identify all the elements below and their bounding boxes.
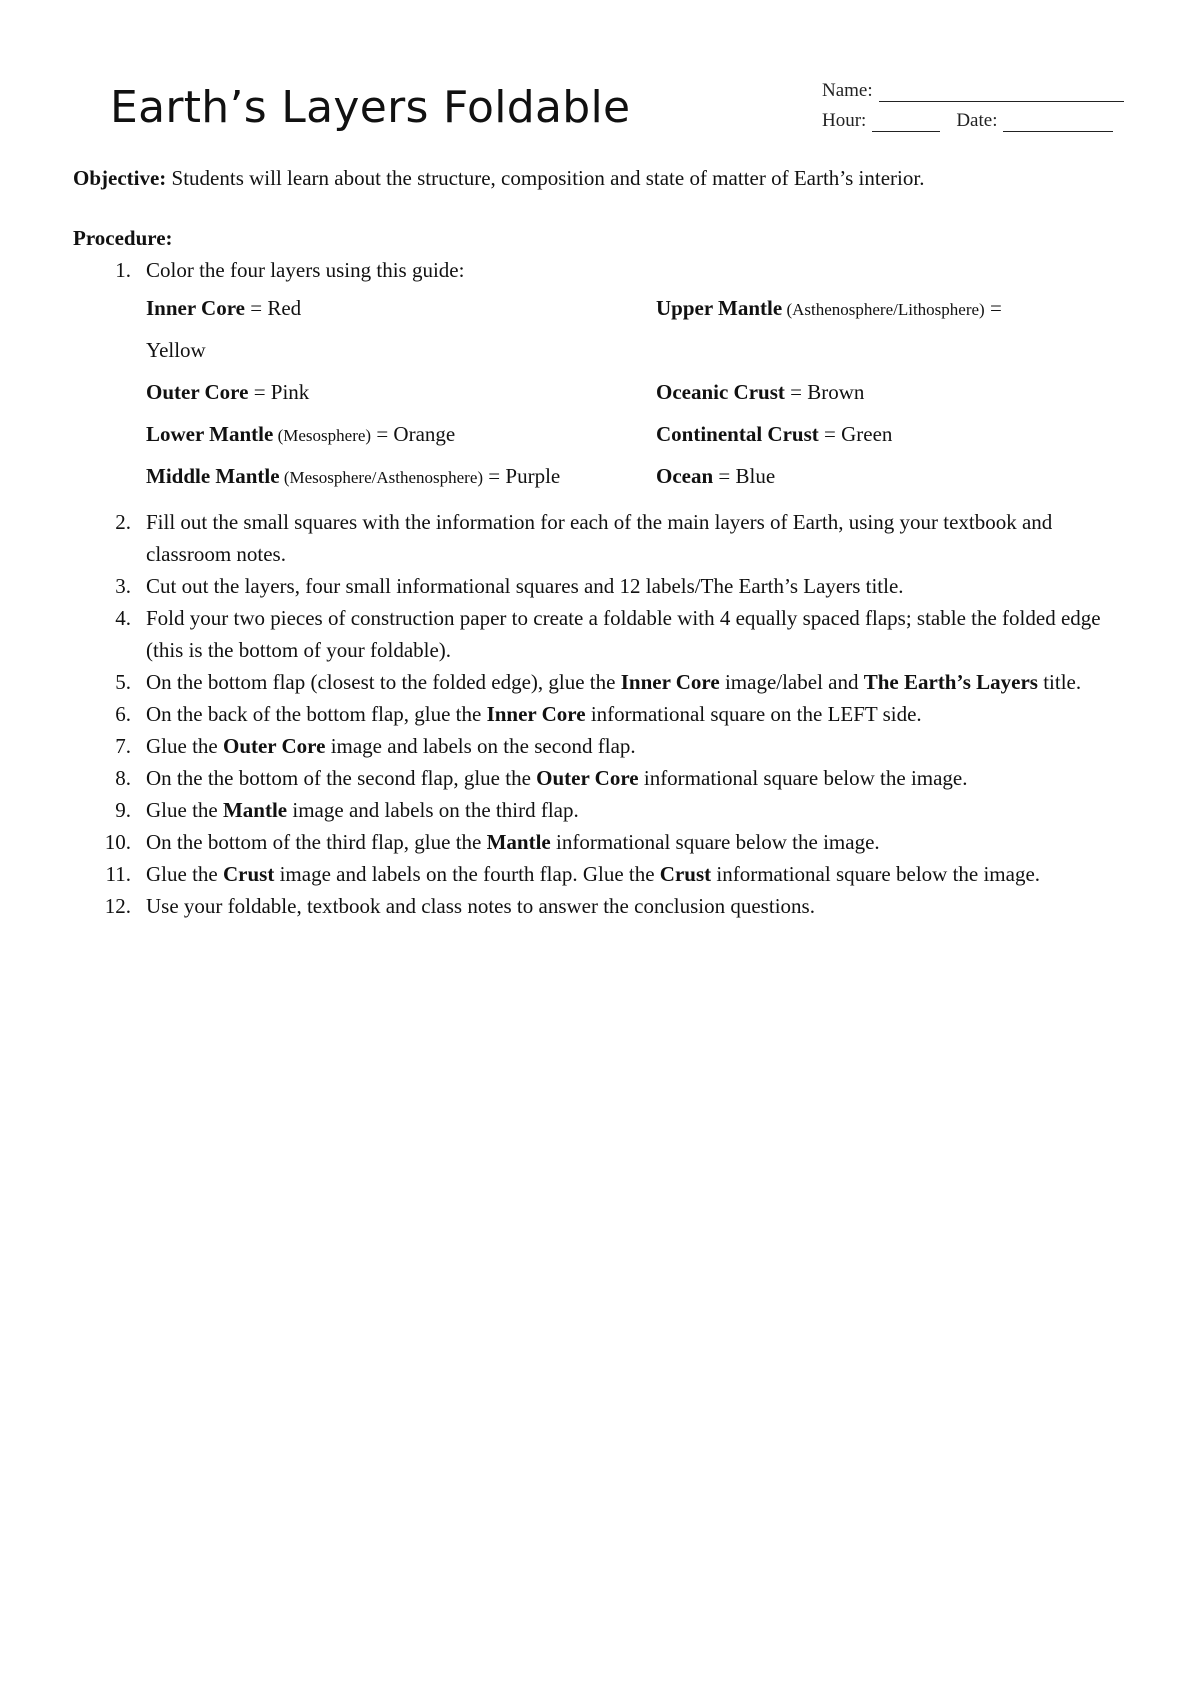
step-6: 6. On the back of the bottom flap, glue the Inner Core informational square on the LEFT side. [73,698,1133,730]
step-number: 11. [105,862,131,886]
step-12 [73,890,1133,922]
guide-entry-middle-mantle: Middle Mantle (Mesosphere/Asthenosphere) = Purple [146,464,561,488]
step-8: 8. On the the bottom of the second flap, glue the Outer Core informational square below the image. [73,762,1133,794]
hour-label: Hour: [822,110,867,131]
student-info-fields [822,72,1124,132]
step-number: 3. [115,574,131,598]
guide-row [146,292,1133,334]
date-label: Date: [956,110,998,131]
step-5: 5. On the bottom flap (closest to the folded edge), glue the Inner Core image/label and The Earth’s Layers title. [73,666,1133,698]
step-number: 10. [104,830,131,854]
objective-label: Objective: [73,166,167,190]
step-text: Cut out the layers, four small informational squares and 12 labels/The Earth’s Layers title. [146,574,904,598]
guide-entry-ocean: Ocean = Blue [656,464,776,488]
color-guide [146,292,1133,502]
step-number: 7. [115,734,131,758]
step-number: 8. [115,766,131,790]
step-9: 9. Glue the Mantle image and labels on the third flap. [73,794,1133,826]
name-label: Name: [822,80,873,101]
step-number: 2. [115,510,131,534]
guide-row [146,418,1133,460]
step-7: 7. Glue the Outer Core image and labels on the second flap. [73,730,1133,762]
guide-entry-oceanic-crust: Oceanic Crust = Brown [656,380,865,404]
step-text: Fold your two pieces of construction paper to create a foldable with 4 equally spaced flaps; stable the folded edge (this is the bottom of your foldable). [146,606,1101,662]
step-11: 11. Glue the Crust image and labels on the fourth flap. Glue the Crust informational square below the image. [73,858,1133,890]
step-text: Fill out the small squares with the information for each of the main layers of Earth, using your textbook and classroom notes. [146,510,1053,566]
procedure-steps [73,254,1133,922]
guide-entry-upper-mantle: Upper Mantle (Asthenosphere/Lithosphere) = [656,296,1002,320]
procedure-heading: Procedure: [73,226,173,250]
name-blank-line [879,81,1124,102]
page-title: Earth’s Layers Foldable [110,82,631,133]
worksheet-body [73,162,1133,922]
guide-entry-inner-core: Inner Core = Red [146,296,302,320]
step-4 [73,602,1133,666]
hour-date-field-row [822,102,1124,132]
step-number: 5. [115,670,131,694]
date-blank-line [1003,111,1113,132]
step-number: 1. [115,258,131,282]
guide-entry-continental-crust: Continental Crust = Green [656,422,893,446]
guide-entry-upper-mantle-wrap: Yellow [146,338,206,362]
guide-row [146,334,1133,376]
step-number: 9. [115,798,131,822]
step-2 [73,506,1133,570]
step-number: 12. [104,894,131,918]
step-text: Color the four layers using this guide: [146,258,465,282]
guide-entry-outer-core: Outer Core = Pink [146,380,310,404]
guide-entry-lower-mantle: Lower Mantle (Mesosphere) = Orange [146,422,456,446]
objective [73,162,1133,194]
step-1 [73,254,1133,502]
guide-row [146,460,1133,502]
step-text: Use your foldable, textbook and class notes to answer the conclusion questions. [146,894,815,918]
step-number: 4. [115,606,131,630]
step-number: 6. [115,702,131,726]
name-field-row [822,72,1124,102]
objective-text: Students will learn about the structure, composition and state of matter of Earth’s interior. [166,166,925,190]
hour-blank-line [872,111,940,132]
guide-row [146,376,1133,418]
step-10: 10. On the bottom of the third flap, glue the Mantle informational square below the image. [73,826,1133,858]
step-3 [73,570,1133,602]
